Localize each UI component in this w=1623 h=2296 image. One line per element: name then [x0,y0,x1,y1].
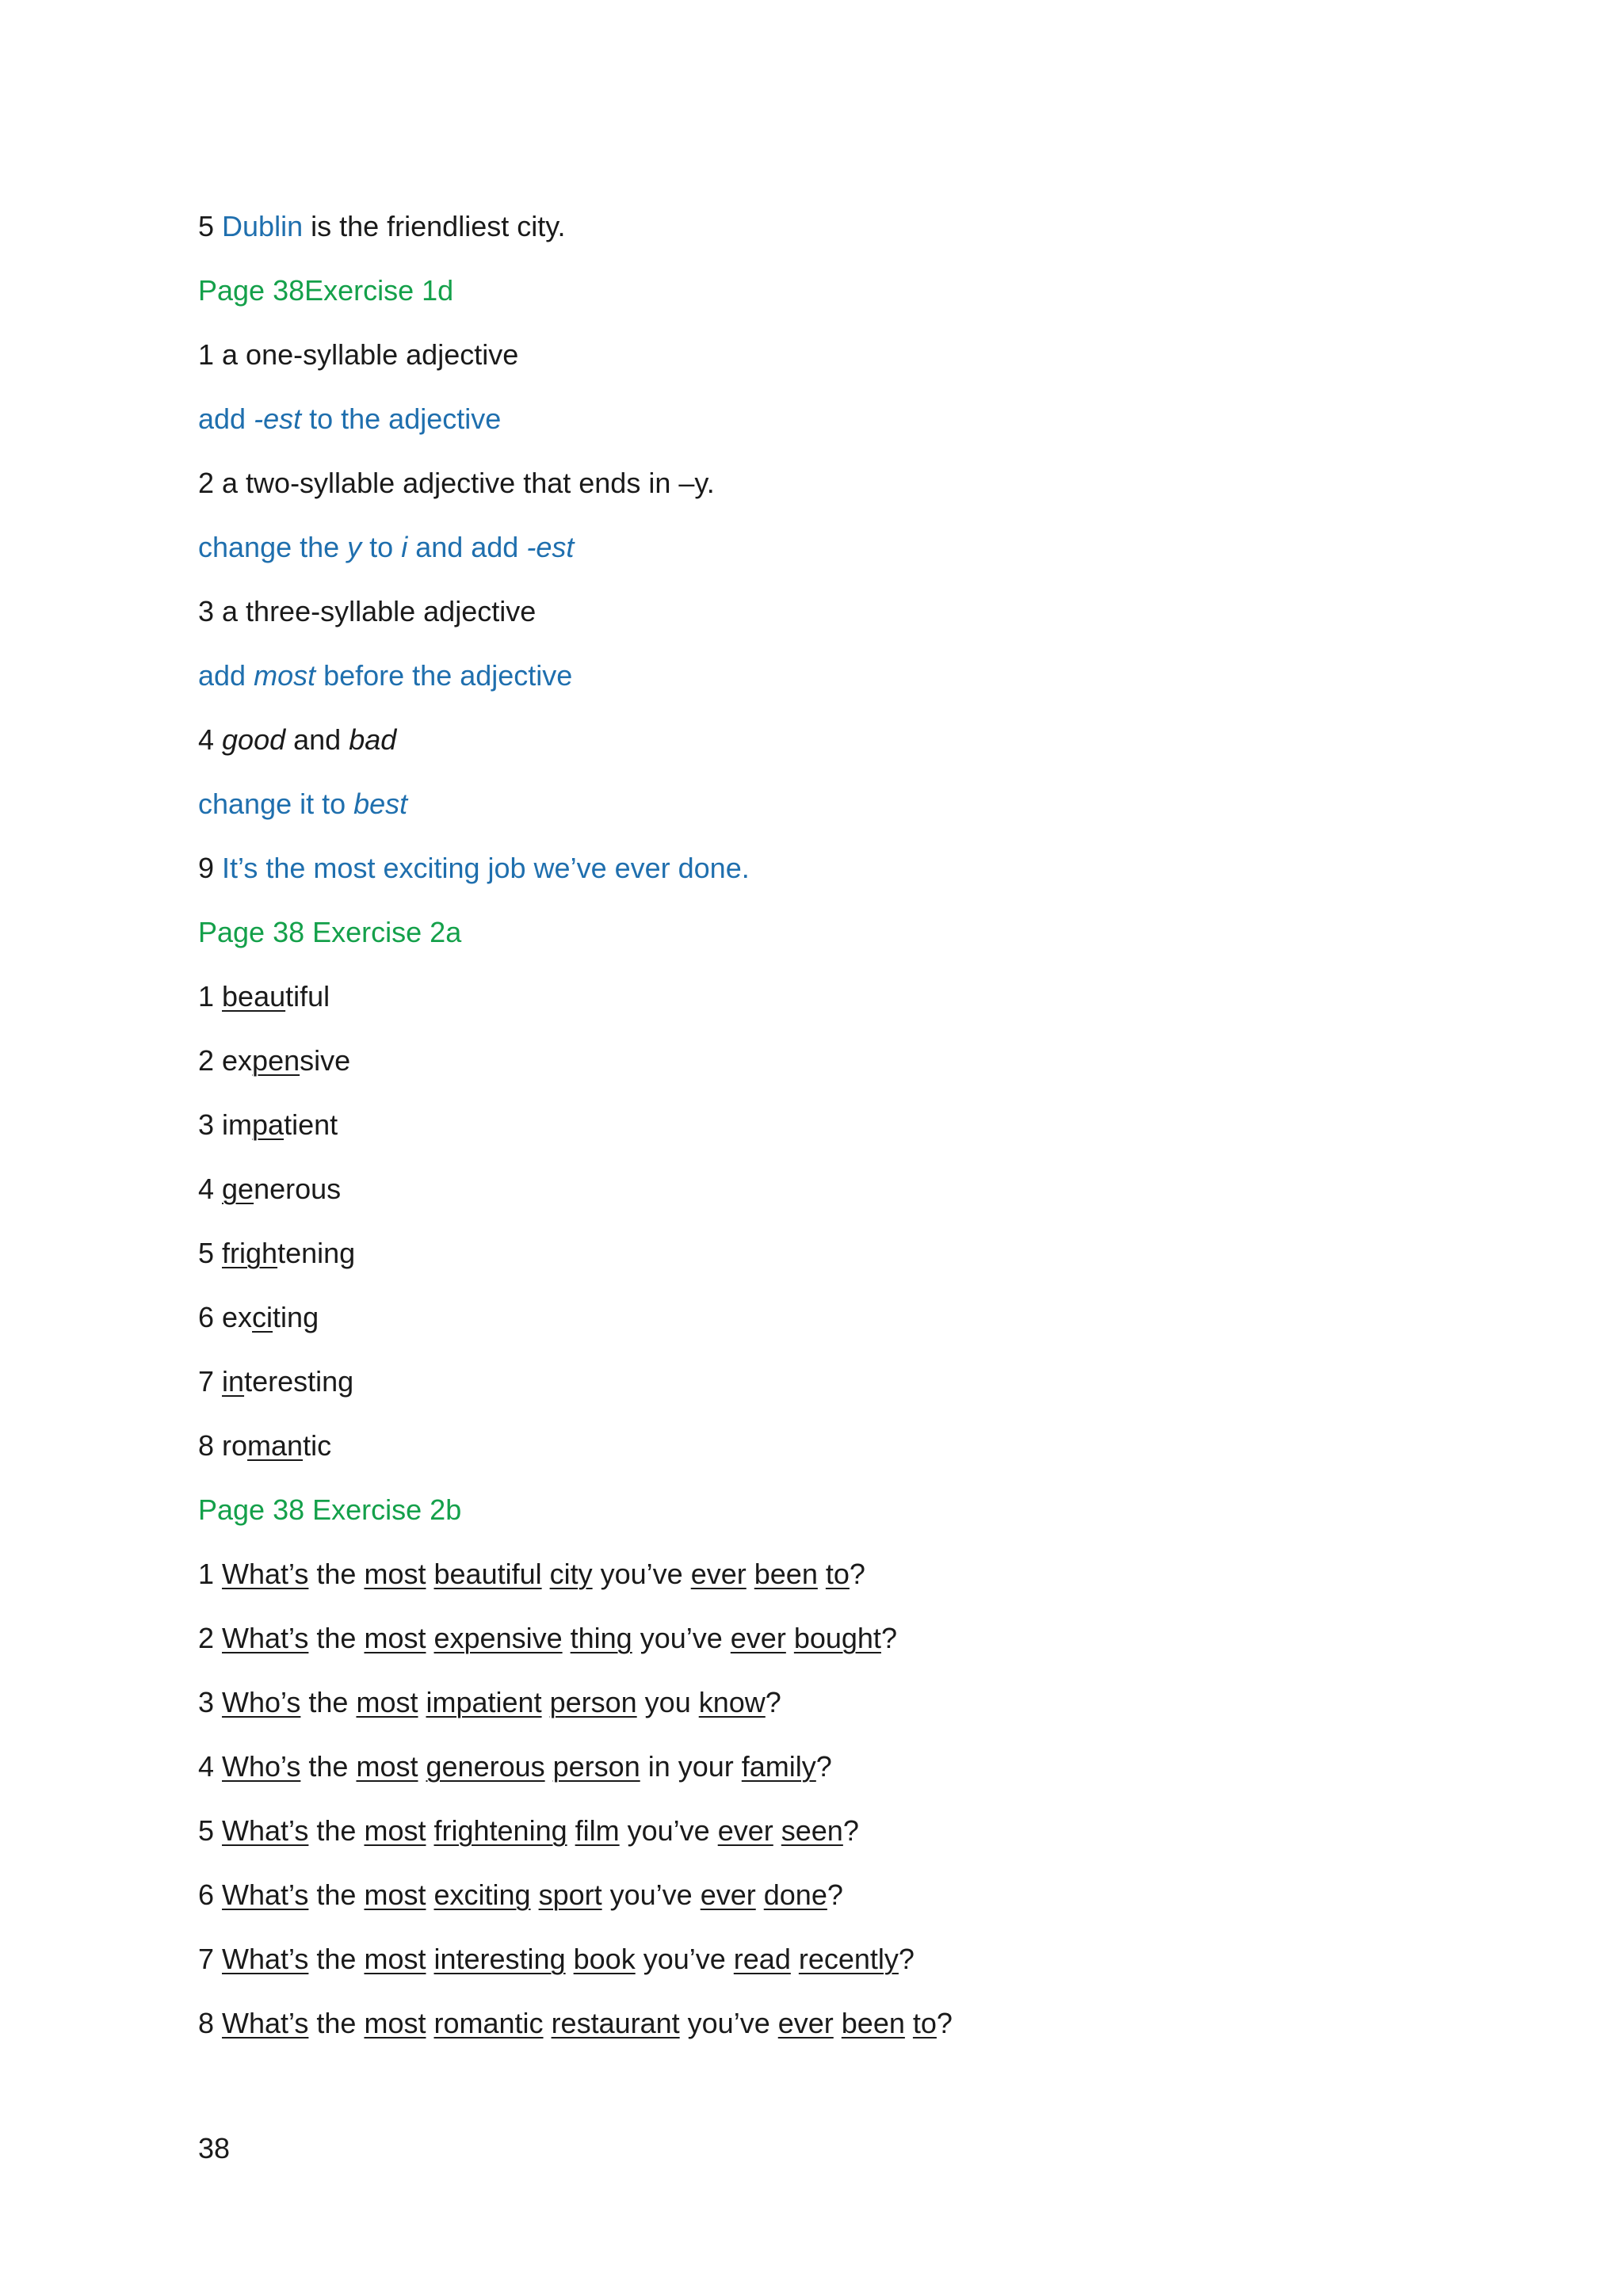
underlined-text: read [733,1943,791,1975]
underlined-text: impatient [426,1686,542,1718]
underlined-text: What’s [222,1622,309,1654]
text-segment: change it to [198,788,354,820]
text-segment: nerous [254,1173,342,1205]
underlined-text: seen [781,1814,843,1847]
text-line [198,322,953,387]
text-segment: you’ve [601,1878,701,1911]
underlined-text: expensive [433,1622,563,1654]
underlined-text: interesting [433,1943,566,1975]
text-segment: y [347,531,362,563]
text-segment: 3 a three-syllable adjective [198,595,537,627]
underlined-text: done [763,1878,827,1911]
text-segment: the [308,1622,365,1654]
text-segment: the [308,1943,365,1975]
underlined-text: exciting [433,1878,531,1911]
page-number: 38 [198,2132,231,2164]
text-line [198,1349,953,1413]
underlined-text: most [356,1686,418,1718]
text-segment: good [222,723,286,756]
text-segment: ? [898,1943,915,1975]
text-segment: 6 ex [198,1301,253,1333]
text-segment: Dublin [222,210,304,242]
text-segment [542,1558,550,1590]
underlined-text: in [222,1365,245,1398]
text-line [198,1028,953,1093]
text-segment: 2 [198,1622,223,1654]
text-segment: teresting [244,1365,354,1398]
underlined-text: generous [426,1750,545,1783]
text-line [198,1991,953,2055]
text-segment: -est [254,402,302,435]
text-segment [834,2007,842,2039]
underlined-text: pen [252,1044,300,1077]
underlined-text: family [741,1750,816,1783]
text-segment [544,2007,552,2039]
underlined-text: most [364,1943,426,1975]
text-segment: 6 [198,1878,223,1911]
text-segment [418,1750,426,1783]
underlined-text: recently [798,1943,899,1975]
underlined-text: sport [538,1878,602,1911]
text-segment: 8 [198,2007,223,2039]
text-segment: ? [815,1750,832,1783]
text-line [198,1927,953,1991]
underlined-text: man [247,1429,304,1462]
text-segment [773,1814,781,1847]
underlined-text: person [549,1686,637,1718]
underlined-text: ge [222,1173,254,1205]
underlined-text: most [364,1558,426,1590]
underlined-text: ever [777,2007,834,2039]
text-segment: you’ve [679,2007,778,2039]
text-line [198,579,953,643]
text-segment: 7 [198,1365,223,1398]
underlined-text: thing [570,1622,632,1654]
text-line [198,387,953,451]
text-segment: ting [273,1301,319,1333]
underlined-text: ci [252,1301,273,1333]
text-segment: bad [349,723,397,756]
text-segment: you’ve [619,1814,718,1847]
text-segment [567,1814,575,1847]
underlined-text: know [698,1686,766,1718]
underlined-text: city [549,1558,593,1590]
text-segment: change the [198,531,348,563]
underlined-text: ever [700,1878,756,1911]
text-segment [531,1878,539,1911]
text-segment [426,1558,433,1590]
text-segment: ? [827,1878,843,1911]
text-segment: tient [284,1108,338,1141]
text-segment: the [308,1878,365,1911]
text-segment: the [308,1558,365,1590]
text-line [198,772,953,836]
section-heading [198,1478,953,1542]
underlined-text: What’s [222,1878,309,1911]
text-line [198,836,953,900]
text-segment: 1 a one-syllable adjective [198,338,519,371]
text-line [198,1093,953,1157]
text-segment: and add [407,531,527,563]
text-segment: Page 38Exercise 1d [198,274,454,307]
text-segment: i [401,531,408,563]
text-segment: tiful [285,980,330,1013]
underlined-text: bought [793,1622,881,1654]
text-segment: before the adjective [315,659,573,692]
underlined-text: Who’s [222,1686,301,1718]
text-segment: is the friendliest city. [303,210,566,242]
text-segment: the [300,1750,357,1783]
text-line [198,964,953,1028]
text-line [198,1670,953,1734]
text-segment: 3 [198,1686,223,1718]
text-segment: you’ve [592,1558,691,1590]
text-segment [905,2007,913,2039]
text-segment: Page 38 Exercise 2a [198,916,462,948]
text-line [198,1863,953,1927]
underlined-text: pa [252,1108,285,1141]
text-segment [426,2007,433,2039]
text-segment [418,1686,426,1718]
underlined-text: beautiful [433,1558,542,1590]
section-heading [198,258,953,322]
text-line [198,515,953,579]
underlined-text: restaurant [551,2007,680,2039]
text-segment [563,1622,571,1654]
text-line [198,1542,953,1606]
text-line [198,707,953,772]
text-segment: you’ve [632,1622,731,1654]
text-line [198,1157,953,1221]
text-line [198,1606,953,1670]
text-segment [542,1686,550,1718]
text-segment: 1 [198,1558,223,1590]
underlined-text: frigh [222,1237,278,1269]
section-heading [198,900,953,964]
text-line [198,194,953,258]
text-segment: most [254,659,316,692]
text-segment: 9 [198,852,223,884]
underlined-text: most [356,1750,418,1783]
text-segment [566,1943,574,1975]
underlined-text: ever [730,1622,786,1654]
text-line [198,451,953,515]
underlined-text: book [573,1943,636,1975]
text-segment [756,1878,764,1911]
text-line [198,1798,953,1863]
text-segment: tening [277,1237,356,1269]
underlined-text: ever [717,1814,773,1847]
underlined-text: frightening [433,1814,567,1847]
text-segment: -est [526,531,575,563]
text-segment: you’ve [635,1943,734,1975]
underlined-text: What’s [222,1558,309,1590]
text-line [198,1221,953,1285]
underlined-text: to [912,2007,937,2039]
text-segment: ? [765,1686,781,1718]
text-segment: and [285,723,349,756]
text-segment: 7 [198,1943,223,1975]
underlined-text: most [364,1878,426,1911]
text-segment: ? [880,1622,897,1654]
text-segment: add [198,402,254,435]
text-segment: 3 im [198,1108,253,1141]
text-segment: 4 [198,1750,223,1783]
text-segment [786,1622,794,1654]
underlined-text: most [364,2007,426,2039]
text-segment [791,1943,799,1975]
underlined-text: ever [690,1558,747,1590]
text-segment: to the adjective [301,402,502,435]
text-line [198,1413,953,1478]
text-segment: add [198,659,254,692]
underlined-text: What’s [222,2007,309,2039]
underlined-text: person [552,1750,640,1783]
underlined-text: to [825,1558,850,1590]
text-segment: in your [640,1750,742,1783]
text-segment: 2 a two-syllable adjective that ends in –y. [198,467,715,499]
text-segment: you [636,1686,699,1718]
underlined-text: been [754,1558,818,1590]
text-segment [426,1878,433,1911]
text-segment: tic [303,1429,332,1462]
text-segment: sive [300,1044,351,1077]
text-segment: to [361,531,402,563]
text-segment: 4 [198,1173,223,1205]
text-segment: It’s the most exciting job we’ve ever done. [222,852,750,884]
underlined-text: most [364,1814,426,1847]
text-segment: 2 ex [198,1044,253,1077]
text-segment: 1 [198,980,223,1013]
text-segment: 5 [198,210,223,242]
answer-key-content [198,194,953,2055]
underlined-text: most [364,1622,426,1654]
text-segment: ? [936,2007,953,2039]
underlined-text: film [575,1814,620,1847]
text-segment: best [353,788,408,820]
underlined-text: What’s [222,1943,309,1975]
text-segment [426,1622,433,1654]
text-segment: the [308,2007,365,2039]
text-segment: ? [842,1814,859,1847]
text-segment: 5 [198,1237,223,1269]
underlined-text: been [841,2007,905,2039]
underlined-text: romantic [433,2007,544,2039]
underlined-text: Who’s [222,1750,301,1783]
text-segment [545,1750,553,1783]
underlined-text: What’s [222,1814,309,1847]
text-segment: 4 [198,723,223,756]
text-segment [747,1558,754,1590]
text-segment: the [300,1686,357,1718]
text-segment [818,1558,826,1590]
text-segment: Page 38 Exercise 2b [198,1493,462,1526]
text-segment [426,1943,433,1975]
text-line [198,1734,953,1798]
text-segment: 8 ro [198,1429,248,1462]
text-line [198,1285,953,1349]
text-segment: ? [849,1558,865,1590]
text-line [198,643,953,707]
text-segment: the [308,1814,365,1847]
text-segment: 5 [198,1814,223,1847]
underlined-text: beau [222,980,286,1013]
text-segment [426,1814,433,1847]
